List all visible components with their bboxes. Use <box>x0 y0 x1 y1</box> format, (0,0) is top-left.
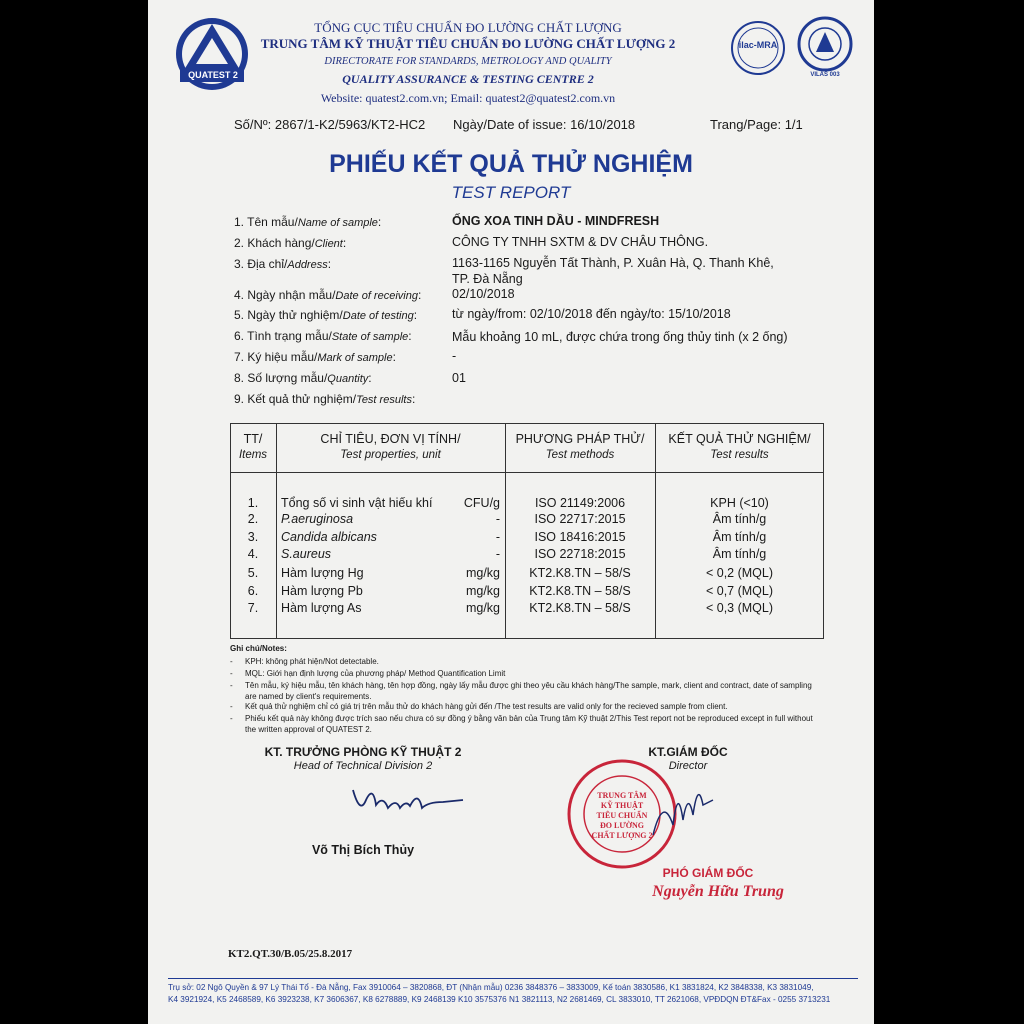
field-label: 5. Ngày thử nghiệm/Date of testing: <box>234 308 418 322</box>
row-property: S.aureus <box>281 547 332 561</box>
field-value: 1163-1165 Nguyễn Tất Thành, P. Xuân Hà, Q. Thanh Khê, <box>452 256 774 270</box>
org-line1: TỔNG CỤC TIÊU CHUẨN ĐO LƯỜNG CHẤT LƯỢNG <box>314 20 622 35</box>
doc-number-label: Số/Nº: <box>234 117 272 132</box>
svg-text:ĐO LƯỜNG: ĐO LƯỜNG <box>600 821 644 830</box>
right-signature <box>643 775 723 845</box>
row-number: 2. <box>247 512 259 526</box>
row-number: 5. <box>247 566 259 580</box>
svg-text:KỸ THUẬT: KỸ THUẬT <box>600 801 644 810</box>
row-property: P.aeruginosa <box>281 512 354 526</box>
issue-date-label: Ngày/Date of issue: <box>453 117 567 132</box>
field-value: Mẫu khoảng 10 mL, được chứa trong ống thủy tinh (x 2 ống) <box>452 330 788 344</box>
row-number: 6. <box>247 584 259 598</box>
notes-title: Ghi chú/Notes: <box>230 644 287 653</box>
note-bullet: - <box>230 681 233 690</box>
row-result: KPH (<10) <box>710 496 769 510</box>
row-result: Âm tính/g <box>712 547 767 561</box>
org-line3: DIRECTORATE FOR STANDARDS, METROLOGY AND QUALITY <box>324 56 612 67</box>
footer-divider <box>168 978 858 979</box>
field-value: CÔNG TY TNHH SXTM & DV CHÂU THÔNG. <box>452 235 709 249</box>
row-result: < 0,3 (MQL) <box>705 601 774 615</box>
vilas-logo <box>796 14 854 78</box>
row-unit: - <box>495 512 500 526</box>
note-bullet: - <box>230 657 233 666</box>
row-result: Âm tính/g <box>712 530 767 544</box>
field-label: 9. Kết quả thử nghiệm/Test results: <box>234 392 416 406</box>
issue-date-value: 16/10/2018 <box>570 117 636 132</box>
row-method: KT2.K8.TN – 58/S <box>529 601 631 615</box>
field-value: - <box>452 349 457 363</box>
page-number-value: 1/1 <box>784 117 803 132</box>
field-value: từ ngày/from: 02/10/2018 đến ngày/to: 15/10/2018 <box>452 307 731 321</box>
ilac-text: ilac-MRA <box>738 40 778 50</box>
row-property: Hàm lượng Hg <box>281 566 364 580</box>
row-number: 1. <box>247 496 259 510</box>
row-method: ISO 18416:2015 <box>534 530 626 544</box>
right-signer-name: Nguyễn Hữu Trung <box>652 883 784 900</box>
field-label: 3. Địa chỉ/Address: <box>234 257 332 271</box>
note-item: Tên mẫu, ký hiệu mẫu, tên khách hàng, tên hợp đồng, ngày lấy mẫu được ghi theo yêu cầu khách hàng/The sample, mark, client and contract, date of sampling are named by client's requirements. <box>245 681 812 701</box>
form-code: KT2.QT.30/B.05/25.8.2017 <box>228 948 353 960</box>
field-label: 2. Khách hàng/Client: <box>234 236 347 250</box>
row-result: Âm tính/g <box>712 512 767 526</box>
row-result: < 0,7 (MQL) <box>705 584 774 598</box>
page-number <box>710 117 803 132</box>
page-number-label: Trang/Page: <box>710 117 782 132</box>
row-unit: mg/kg <box>465 566 500 580</box>
document-page <box>148 0 874 1024</box>
svg-text:CHẤT LƯỢNG 2: CHẤT LƯỢNG 2 <box>591 831 653 840</box>
row-number: 7. <box>247 601 259 615</box>
row-property: Candida albicans <box>281 530 377 544</box>
row-method: KT2.K8.TN – 58/S <box>529 566 631 580</box>
right-sign-title: KT.GIÁM ĐỐC <box>648 745 728 759</box>
field-label: 7. Ký hiệu mẫu/Mark of sample: <box>234 350 396 364</box>
col-header-results: KẾT QUẢ THỬ NGHIỆM/ Test results <box>668 432 811 461</box>
row-unit: - <box>495 530 500 544</box>
note-item: Phiếu kết quả này không được trích sao nếu chưa có sự đồng ý bằng văn bản của Trung tâm Kỹ thuật 2/This Test report not be reproduced except in full without the written approval of QUATEST 2. <box>245 714 813 734</box>
field-value-line2: TP. Đà Nẵng <box>452 272 523 286</box>
note-bullet: - <box>230 702 233 711</box>
row-result: < 0,2 (MQL) <box>705 566 774 580</box>
left-signer-name: Võ Thị Bích Thủy <box>311 843 415 857</box>
left-sign-title: KT. TRƯỞNG PHÒNG KỸ THUẬT 2 <box>264 745 462 759</box>
row-method: ISO 21149:2006 <box>534 496 626 510</box>
row-method: ISO 22717:2015 <box>534 512 626 526</box>
logo-text: QUATEST 2 <box>188 70 238 80</box>
doc-number-value: 2867/1-K2/5963/KT2-HC2 <box>274 117 426 132</box>
row-number: 4. <box>247 547 259 561</box>
row-method: KT2.K8.TN – 58/S <box>529 584 631 598</box>
left-sign-subtitle: Head of Technical Division 2 <box>293 760 433 772</box>
field-value: 02/10/2018 <box>452 287 515 301</box>
org-line4: QUALITY ASSURANCE & TESTING CENTRE 2 <box>342 72 594 86</box>
row-unit: CFU/g <box>463 496 500 510</box>
org-website: Website: quatest2.com.vn; Email: quatest2@quatest2.com.vn <box>320 91 616 105</box>
note-item: Kết quả thử nghiệm chỉ có giá trị trên mẫu thử do khách hàng gửi đến /The test results are valid only for the recieved sample from client. <box>245 702 728 711</box>
svg-text:TRUNG TÂM: TRUNG TÂM <box>597 791 647 800</box>
row-method: ISO 22718:2015 <box>534 547 626 561</box>
col-header-items: TT/ Items <box>238 432 268 461</box>
row-property: Hàm lượng As <box>281 601 362 615</box>
row-property: Hàm lượng Pb <box>281 584 363 598</box>
field-value: ỐNG XOA TINH DẦU - MINDFRESH <box>452 214 660 228</box>
field-label: 8. Số lượng mẫu/Quantity: <box>234 371 372 385</box>
field-label: 1. Tên mẫu/Name of sample: <box>234 215 382 229</box>
page-title: PHIẾU KẾT QUẢ THỬ NGHIỆM <box>329 150 693 178</box>
note-bullet: - <box>230 714 233 723</box>
row-number: 3. <box>247 530 259 544</box>
footer-line1: Trụ sở: 02 Ngô Quyền & 97 Lý Thái Tổ - Đà Nẵng, Fax 3910064 – 3820868, ĐT (Nhận mẫu) 0236 3848376 – 3833009, Kế toán 3830586, K1 3831824, K2 3848338, K3 3831049, <box>168 983 814 992</box>
row-unit: - <box>495 547 500 561</box>
row-unit: mg/kg <box>465 584 500 598</box>
svg-text:TIÊU CHUẨN: TIÊU CHUẨN <box>596 811 648 820</box>
field-label: 6. Tình trạng mẫu/State of sample: <box>234 329 412 343</box>
note-item: MQL: Giới hạn định lượng của phương pháp/ Method Quantification Limit <box>245 669 506 678</box>
col-header-methods: PHƯƠNG PHÁP THỬ/ Test methods <box>515 432 645 461</box>
field-value: 01 <box>452 371 466 385</box>
doc-number <box>234 117 425 132</box>
row-property: Tổng số vi sinh vật hiếu khí <box>281 496 433 510</box>
footer-line2: K4 3921924, K5 2468589, K6 3923238, K7 3606367, K8 6278889, K9 2468139 K10 3575376 N1 3821113, N2 2681469, CL 3833010, TT 2621068, VPĐDQN ĐT&Fax - 0255 3713231 <box>168 995 831 1004</box>
right-signer-role: PHÓ GIÁM ĐỐC <box>662 866 754 880</box>
note-item: KPH: không phát hiện/Not detectable. <box>245 657 379 666</box>
right-sign-subtitle: Director <box>668 760 708 772</box>
org-line2: TRUNG TÂM KỸ THUẬT TIÊU CHUẨN ĐO LƯỜNG CHẤT LƯỢNG 2 <box>260 36 676 51</box>
col-header-properties: CHỈ TIÊU, ĐƠN VỊ TÍNH/ Test properties, unit <box>320 432 461 461</box>
row-unit: mg/kg <box>465 601 500 615</box>
vilas-text: VILAS 003 <box>810 72 840 78</box>
left-signature <box>348 780 468 820</box>
field-label: 4. Ngày nhận mẫu/Date of receiving: <box>234 288 422 302</box>
note-bullet: - <box>230 669 233 678</box>
issue-date <box>453 117 635 132</box>
page-subtitle: TEST REPORT <box>451 183 571 202</box>
